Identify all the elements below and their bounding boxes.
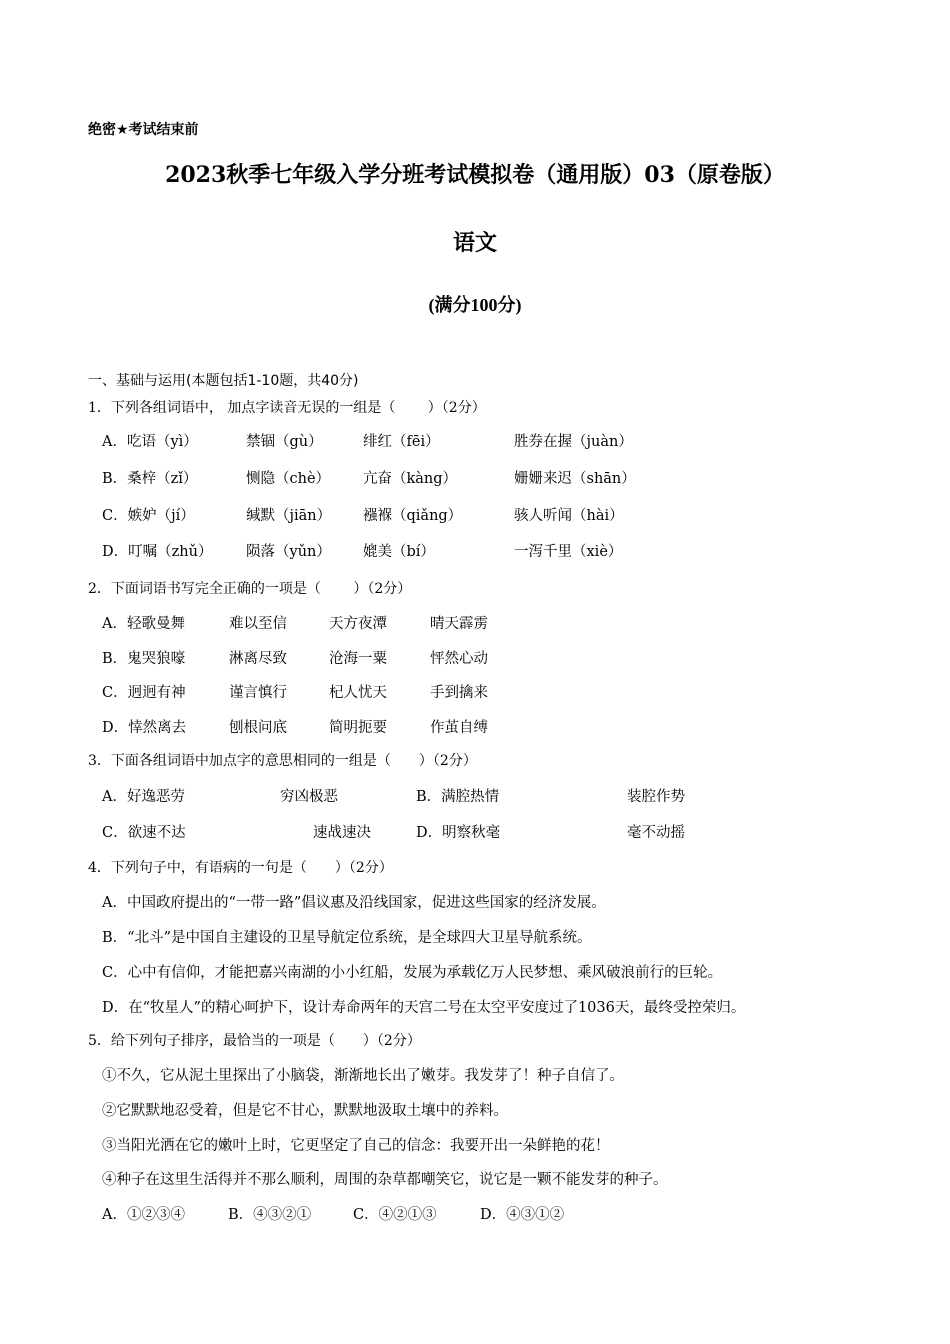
q1-b-4: 姗姗来迟（shān） [514,471,636,487]
q2-c-2: 谨言慎行 [229,685,287,701]
section-title: 一、基础与运用(本题包括1-10题，共40分) [88,373,359,389]
question-4-stem: 4．下列句子中，有语病的一句是（ ）（2分） [88,860,393,876]
confidential-label: 绝密★考试结束前 [88,122,199,138]
q3-a-2: 穷凶极恶 [280,789,338,805]
question-5-stem: 5．给下列句子排序，最恰当的一项是（ ）（2分） [88,1033,421,1049]
q3-c-2: 速战速决 [313,825,371,841]
q5-options [0,1203,950,1227]
q5-option-b: B．④③②① [228,1207,312,1223]
q1-d-4: 一泻千里（xiè） [514,544,623,560]
q5-sentence-1: ①不久，它从泥土里探出了小脑袋，渐渐地长出了嫩芽。我发芽了！种子自信了。 [102,1068,624,1084]
q1-c-3: 襁褓（qiǎng） [363,508,463,524]
q1-c-1: C．嫉妒（jí） [102,508,195,524]
q3-d-1: D．明察秋毫 [416,825,501,841]
q3-c-1: C．欲速不达 [102,825,186,841]
q2-b-3: 沧海一粟 [329,651,387,667]
question-2-stem: 2．下面词语书写完全正确的一项是（ ）（2分） [88,581,412,597]
q1-b-3: 亢奋（kàng） [363,471,458,487]
q3-b-2: 装腔作势 [627,789,685,805]
q2-a-4: 晴天霹雳 [430,616,488,632]
q2-a-2: 难以至信 [229,616,287,632]
q5-sentence-4: ④种子在这里生活得并不那么顺利，周围的杂草都嘲笑它，说它是一颗不能发芽的种子。 [102,1172,668,1188]
q4-option-c: C．心中有信仰，才能把嘉兴南湖的小小红船，发展为承载亿万人民梦想、乘风破浪前行的巨轮。 [102,965,723,981]
q1-a-4: 胜券在握（juàn） [514,434,633,450]
q3-b-1: B．满腔热情 [416,789,500,805]
q2-d-2: 刨根问底 [229,720,287,736]
q5-option-c: C．④②①③ [353,1207,437,1223]
question-1-stem: 1．下列各组词语中， 加点字读音无误的一组是（ ）（2分） [88,400,486,416]
q2-a-3: 天方夜潭 [329,616,387,632]
question-3-options [0,785,950,845]
question-2-options [0,612,950,742]
subject-title: 语文 [452,230,497,256]
q1-d-2: 陨落（yǔn） [246,544,331,560]
q2-b-2: 淋离尽致 [229,651,287,667]
q5-option-d: D．④③①② [480,1207,565,1223]
q3-d-2: 毫不动摇 [627,825,685,841]
q2-c-1: C．迥迥有神 [102,685,186,701]
q2-a-1: A．轻歌曼舞 [102,616,185,632]
q4-option-b: B．“北斗”是中国自主建设的卫星导航定位系统，是全球四大卫星导航系统。 [102,930,592,946]
q1-c-2: 缄默（jiān） [246,508,332,524]
q5-sentence-3: ③当阳光洒在它的嫩叶上时，它更坚定了自己的信念：我要开出一朵鲜艳的花！ [102,1138,610,1154]
full-score: (满分100分) [428,295,522,315]
q1-d-3: 媲美（bí） [363,544,435,560]
q2-c-3: 杞人忧天 [329,685,387,701]
q2-d-3: 简明扼要 [329,720,387,736]
q1-a-2: 禁锢（gù） [246,434,323,450]
q1-d-1: D．叮嘱（zhǔ） [102,544,213,560]
q2-c-4: 手到擒来 [430,685,488,701]
q2-d-1: D．悻然离去 [102,720,187,736]
q3-a-1: A．好逸恶劳 [102,789,185,805]
q2-b-1: B．鬼哭狼嚎 [102,651,186,667]
q2-b-4: 怦然心动 [430,651,488,667]
q1-a-1: A．吃语（yì） [102,434,198,450]
q5-sentence-2: ②它默默地忍受着，但是它不甘心，默默地汲取土壤中的养料。 [102,1103,508,1119]
question-3-stem: 3．下面各组词语中加点字的意思相同的一组是（ ）（2分） [88,753,477,769]
exam-title: 2023秋季七年级入学分班考试模拟卷（通用版）03（原卷版） [165,162,785,188]
q1-c-4: 骇人听闻（hài） [514,508,624,524]
q4-option-d: D．在“牧星人”的精心呵护下，设计寿命两年的天宫二号在太空平安度过了1036天，最终受控荣归。 [102,1000,746,1016]
q2-d-4: 作茧自缚 [430,720,488,736]
q4-option-a: A．中国政府提出的“一带一路”倡议惠及沿线国家，促进这些国家的经济发展。 [102,895,606,911]
question-1-options [0,430,950,570]
q1-b-2: 恻隐（chè） [246,471,331,487]
q1-b-1: B．桑梓（zǐ） [102,471,198,487]
q1-a-3: 绯红（fēi） [363,434,440,450]
q5-option-a: A．①②③④ [102,1207,185,1223]
